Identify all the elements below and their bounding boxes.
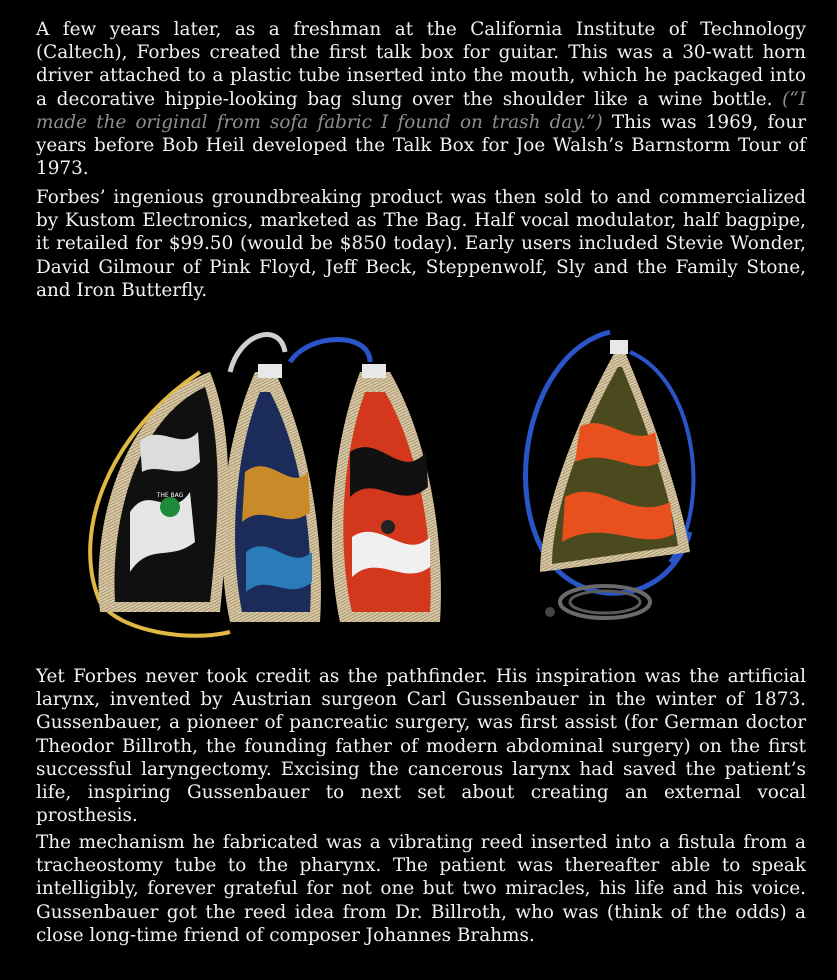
- paragraph-artificial-larynx: Yet Forbes never took credit as the pathfinder. His inspiration was the artificial larynx, invented by Austrian surgeon Carl Gussenbauer in the winter of 1873. Gussenbauer, a pioneer of pancreatic surgery, was first assist (for German doctor Theodor Billroth, the founding father of modern abdominal surgery) on the first successful laryngectomy. Excising the cancerous larynx had saved the patient’s life, inspiring Gussenbauer to next set about creating an external vocal prosthesis.: [36, 666, 806, 827]
- paragraph-vibrating-reed: The mechanism he fabricated was a vibrating reed inserted into a fistula from a tracheostomy tube to the pharynx. The patient was thereafter able to speak intelligibly, forever grateful for not one but two miracles, his life and his voice. Gussenbauer got the reed idea from Dr. Billroth, who was (think of the odds) a close long-time friend of composer Johannes Brahms.: [36, 832, 806, 946]
- paragraph-talk-box-origin: [36, 18, 806, 180]
- blue-tube-left: [290, 340, 370, 363]
- the-bag-logo: THE BAG: [156, 492, 184, 499]
- p1-text-before: A few years later, as a freshman at the California Institute of Technology (Caltech), Forbes created the first talk box for guitar. This was a 30-watt horn driver attached to a plastic tube inserted into the mouth, which he packaged into a decorative hippie-looking bag slung over the shoulder like a wine bottle.: [36, 19, 806, 110]
- paragraph-kustom-bag: Forbes’ ingenious groundbreaking product was then sold to and commercialized by Kustom Electronics, marketed as The Bag. Half vocal modulator, half bagpipe, it retailed for $99.50 (would be $850 today). Early users included Stevie Wonder, David Gilmour of Pink Floyd, Jeff Beck, Steppenwolf, Sly and the Family Stone, and Iron Butterfly.: [36, 187, 806, 301]
- bag-red-orange: [332, 364, 441, 622]
- p1-text-after: This was 1969, four years before Bob Heil developed the Talk Box for Joe Walsh’s Barnstorm Tour of 1973.: [36, 111, 807, 180]
- bag-black-white: [98, 372, 228, 612]
- talk-box-bags-photo: [70, 312, 770, 642]
- p1-quote: (“I made the original from sofa fabric I found on trash day.”): [36, 88, 806, 133]
- bag-blue-psychedelic: [222, 364, 321, 622]
- bag-right-single: [526, 332, 694, 618]
